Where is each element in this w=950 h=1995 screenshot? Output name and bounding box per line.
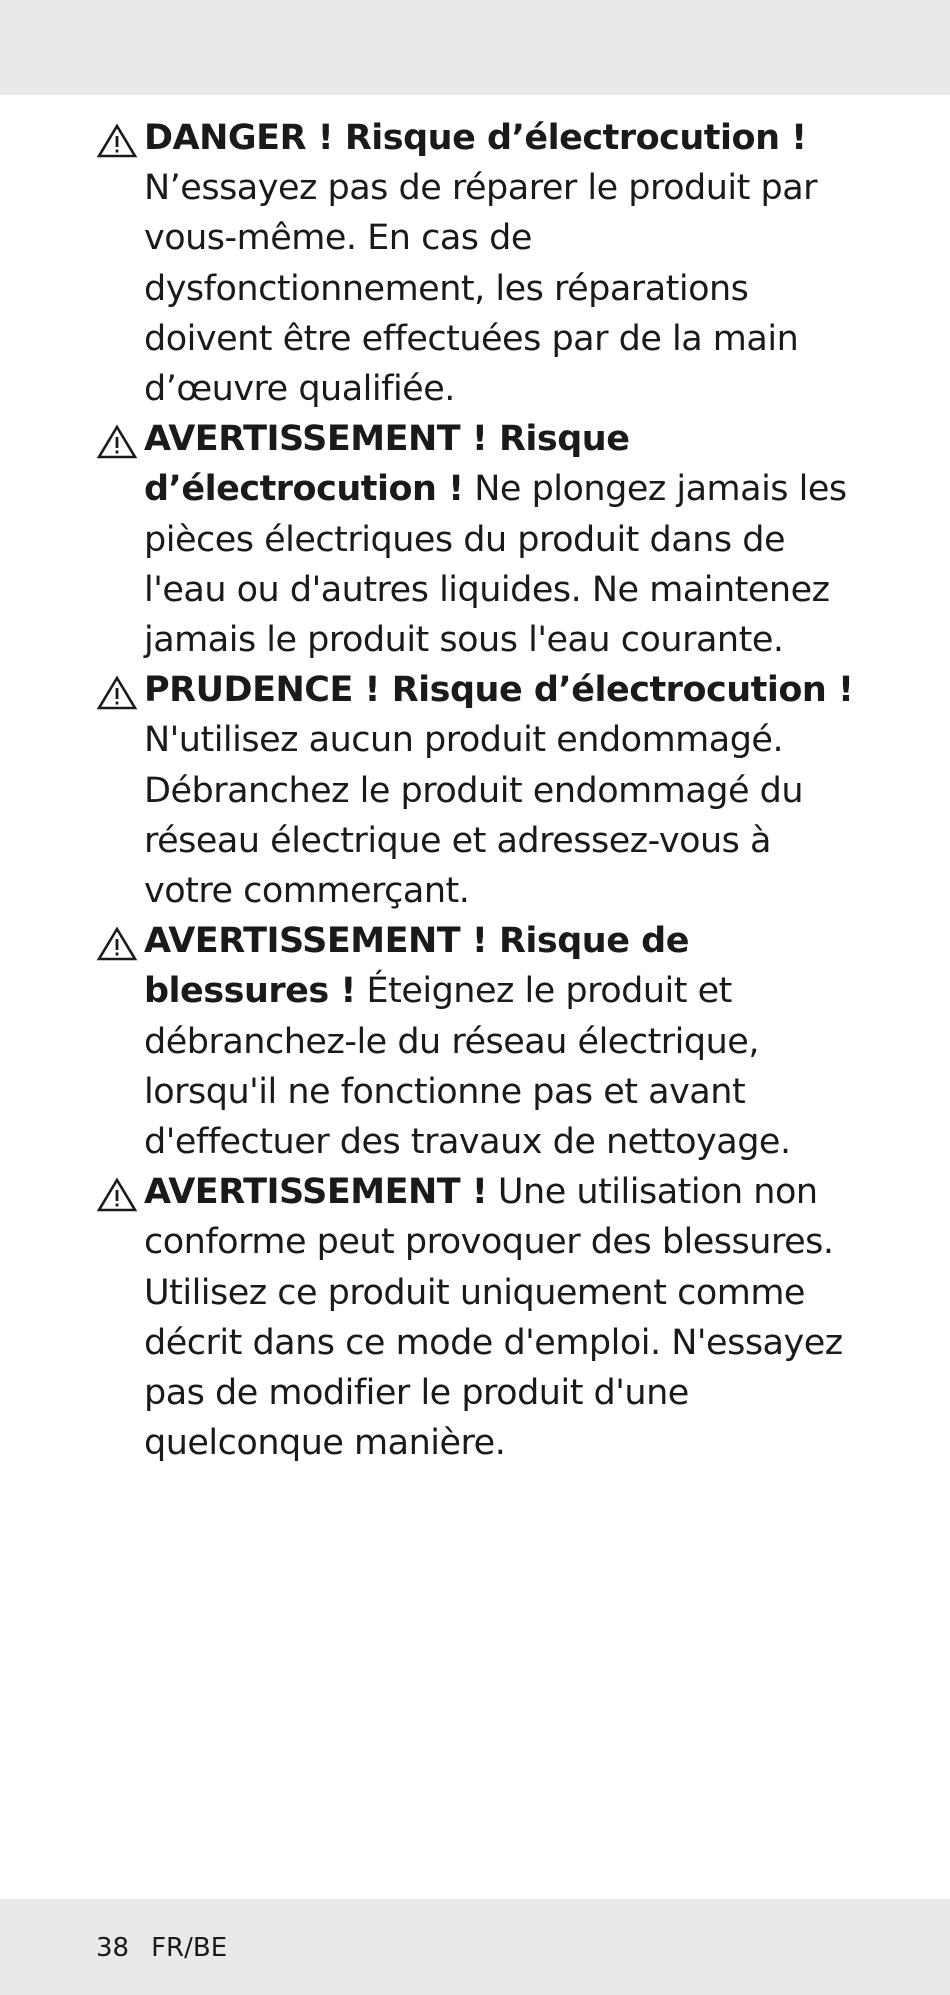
warning-body: Éteignez le produit et débranchez-le du réseau électrique, lorsqu'il ne fonctionne pas et avant d'effectuer des travaux de nettoyage. <box>144 971 791 1163</box>
warning-triangle-icon <box>96 926 138 962</box>
safety-warnings-section <box>96 113 856 1468</box>
warning-heading: AVERTISSEMENT ! Risque de blessures ! <box>144 921 689 1012</box>
warning-body: Ne plongez jamais les pièces électriques du produit dans de l'eau ou d'autres liquides. Ne maintenez jamais le produit sous l'eau courante. <box>144 469 847 661</box>
warning-heading: AVERTISSEMENT ! <box>144 1172 488 1213</box>
warning-avertissement-blessures <box>96 916 856 1167</box>
page-number: 38 <box>96 1933 130 1963</box>
top-margin-band <box>0 0 950 95</box>
locale-label: FR/BE <box>151 1933 228 1963</box>
warning-triangle-icon <box>96 123 138 159</box>
warning-danger-electrocution <box>96 113 856 414</box>
warning-heading: DANGER ! Risque d’électrocution ! <box>144 118 807 158</box>
warning-avertissement-utilisation <box>96 1167 856 1468</box>
warning-triangle-icon <box>96 675 138 711</box>
warning-avertissement-electrocution <box>96 414 856 665</box>
warning-heading: PRUDENCE ! Risque d’électrocution ! <box>144 670 854 711</box>
warning-prudence-electrocution <box>96 665 856 916</box>
warning-body: N’essayez pas de réparer le produit par vous-même. En cas de dysfonctionnement, les réparations doivent être effectuées par de la main d’œuvre qualifiée. <box>144 168 818 410</box>
warning-body: N'utilisez aucun produit endommagé. Débranchez le produit endommagé du réseau électrique et adressez-vous à votre commerçant. <box>144 720 804 912</box>
warning-heading: AVERTISSEMENT ! Risque d’électrocution ! <box>144 419 630 510</box>
warning-body: Une utilisation non conforme peut provoquer des blessures. Utilisez ce produit uniquement comme décrit dans ce mode d'emploi. N'essayez pas de modifier le produit d'une quelconque manière. <box>144 1172 843 1464</box>
warning-triangle-icon <box>96 424 138 460</box>
page-footer <box>96 1933 227 1963</box>
warning-triangle-icon <box>96 1177 138 1213</box>
